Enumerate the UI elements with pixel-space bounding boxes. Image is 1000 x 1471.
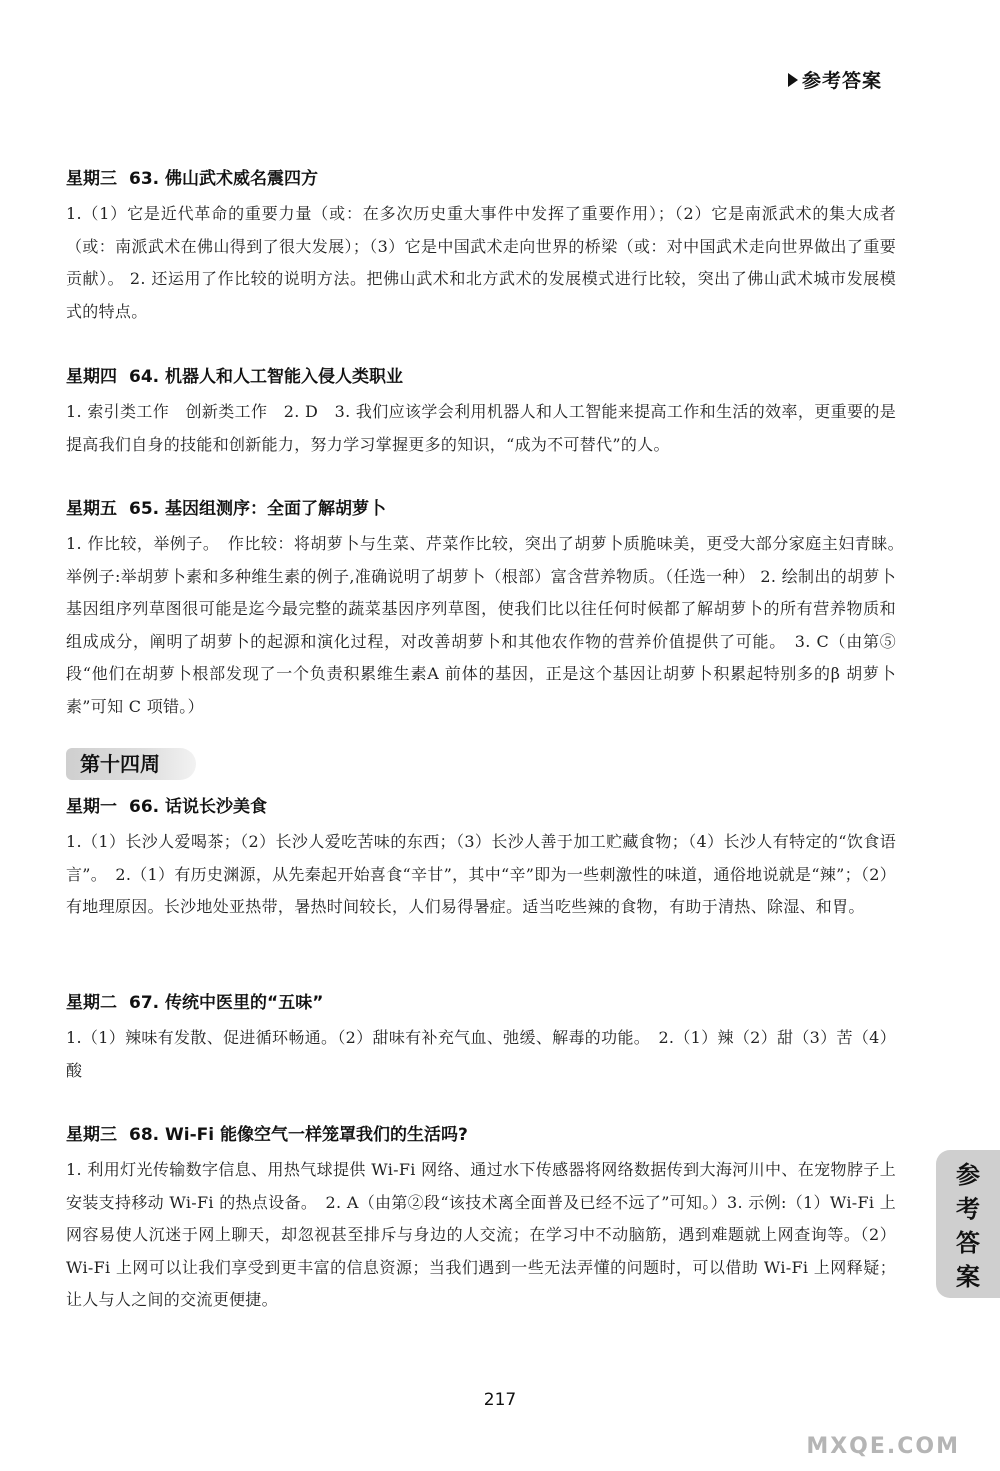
section-day: 星期一	[66, 797, 117, 817]
section-title	[66, 1122, 896, 1148]
section-title	[66, 364, 896, 390]
side-tab-char: 案	[956, 1263, 980, 1291]
section-day: 星期三	[66, 169, 117, 189]
side-tab-answers	[936, 1150, 1000, 1298]
triangle-icon	[788, 73, 798, 87]
section-heading: 63. 佛山武术威名震四方	[129, 169, 319, 189]
section-title	[66, 794, 896, 820]
section-title	[66, 496, 896, 522]
watermark-logo: MXQE.COM	[806, 1434, 960, 1459]
side-tab-char: 考	[956, 1195, 980, 1223]
section-title	[66, 990, 896, 1016]
answer-section-65	[66, 496, 913, 723]
section-day: 星期四	[66, 367, 117, 387]
section-body: 1.（1）它是近代革命的重要力量（或：在多次历史重大事件中发挥了重要作用）；（2）它是南派武术的集大成者（或：南派武术在佛山得到了很大发展）；（3）它是中国武术走向世界的桥梁（或：对中国武术走向世界做出了重要贡献）。 2. 还运用了作比较的说明方法。把佛山武术和北方武术的发展模式进行比较，突出了佛山武术城市发展模式的特点。	[66, 204, 896, 321]
section-heading: 67. 传统中医里的“五味”	[129, 993, 324, 1013]
week-banner: 第十四周	[66, 748, 196, 780]
section-day: 星期二	[66, 993, 117, 1013]
header-label	[788, 66, 882, 93]
answer-section-63	[66, 166, 896, 328]
side-tab-char: 参	[956, 1161, 980, 1189]
section-day: 星期三	[66, 1125, 117, 1145]
section-body: 1. 索引类工作 创新类工作 2. D 3. 我们应该学会利用机器人和人工智能来提高工作和生活的效率，更重要的是提高我们自身的技能和创新能力，努力学习掌握更多的知识，“成为不可替代”的人。	[66, 402, 896, 454]
answer-section-68	[66, 1122, 896, 1317]
section-title	[66, 166, 896, 192]
section-day: 星期五	[66, 499, 117, 519]
answer-section-67	[66, 990, 896, 1087]
section-heading: 64. 机器人和人工智能入侵人类职业	[129, 367, 404, 387]
page-number: 217	[483, 1390, 517, 1410]
answer-section-66	[66, 794, 896, 924]
header-label-text: 参考答案	[801, 70, 882, 92]
section-body: 1. 作比较，举例子。 作比较：将胡萝卜与生菜、芹菜作比较，突出了胡萝卜质脆味美，更受大部分家庭主妇青睐。 举例子:举胡萝卜素和多种维生素的例子,准确说明了胡萝卜（根部）富含营养物质。（任选一种） 2. 绘制出的胡萝卜基因组序列草图很可能是迄今最完整的蔬菜基因序列草图，使我们比以往任何时候都了解胡萝卜的所有营养物质和组成成分，阐明了胡萝卜的起源和演化过程，对改善胡萝卜和其他农作物的营养价值提供了可能。 3. C（由第⑤段“他们在胡萝卜根部发现了一个负责积累维生素A 前体的基因，正是这个基因让胡萝卜积累起特别多的β 胡萝卜素”可知 C 项错。）	[66, 534, 913, 716]
section-heading: 65. 基因组测序：全面了解胡萝卜	[129, 499, 387, 519]
side-tab-char: 答	[956, 1229, 980, 1257]
section-body: 1. 利用灯光传输数字信息、用热气球提供 Wi-Fi 网络、通过水下传感器将网络数据传到大海河川中、在宠物脖子上安装支持移动 Wi-Fi 的热点设备。 2. A（由第②段“该技术离全面普及已经不远了”可知。）3. 示例:（1）Wi-Fi 上网容易使人沉迷于网上聊天，却忽视甚至排斥与身边的人交流；在学习中不动脑筋，遇到难题就上网查询等。（2）Wi-Fi 上网可以让我们享受到更丰富的信息资源；当我们遇到一些无法弄懂的问题时，可以借助 Wi-Fi 上网释疑；让人与人之间的交流更便捷。	[66, 1160, 896, 1309]
section-heading: 68. Wi-Fi 能像空气一样笼罩我们的生活吗?	[129, 1125, 468, 1145]
section-body: 1.（1）辣味有发散、促进循环畅通。（2）甜味有补充气血、弛缓、解毒的功能。 2.（1）辣（2）甜（3）苦（4）酸	[66, 1028, 896, 1080]
section-heading: 66. 话说长沙美食	[129, 797, 268, 817]
answer-section-64	[66, 364, 896, 461]
section-body: 1.（1）长沙人爱喝茶；（2）长沙人爱吃苦味的东西；（3）长沙人善于加工贮藏食物；（4）长沙人有特定的“饮食语言”。 2.（1）有历史渊源，从先秦起开始喜食“辛甘”，其中“辛”即为一些刺激性的味道，通俗地说就是“辣”；（2）有地理原因。长沙地处亚热带，暑热时间较长，人们易得暑症。适当吃些辣的食物，有助于清热、除湿、和胃。	[66, 832, 896, 916]
